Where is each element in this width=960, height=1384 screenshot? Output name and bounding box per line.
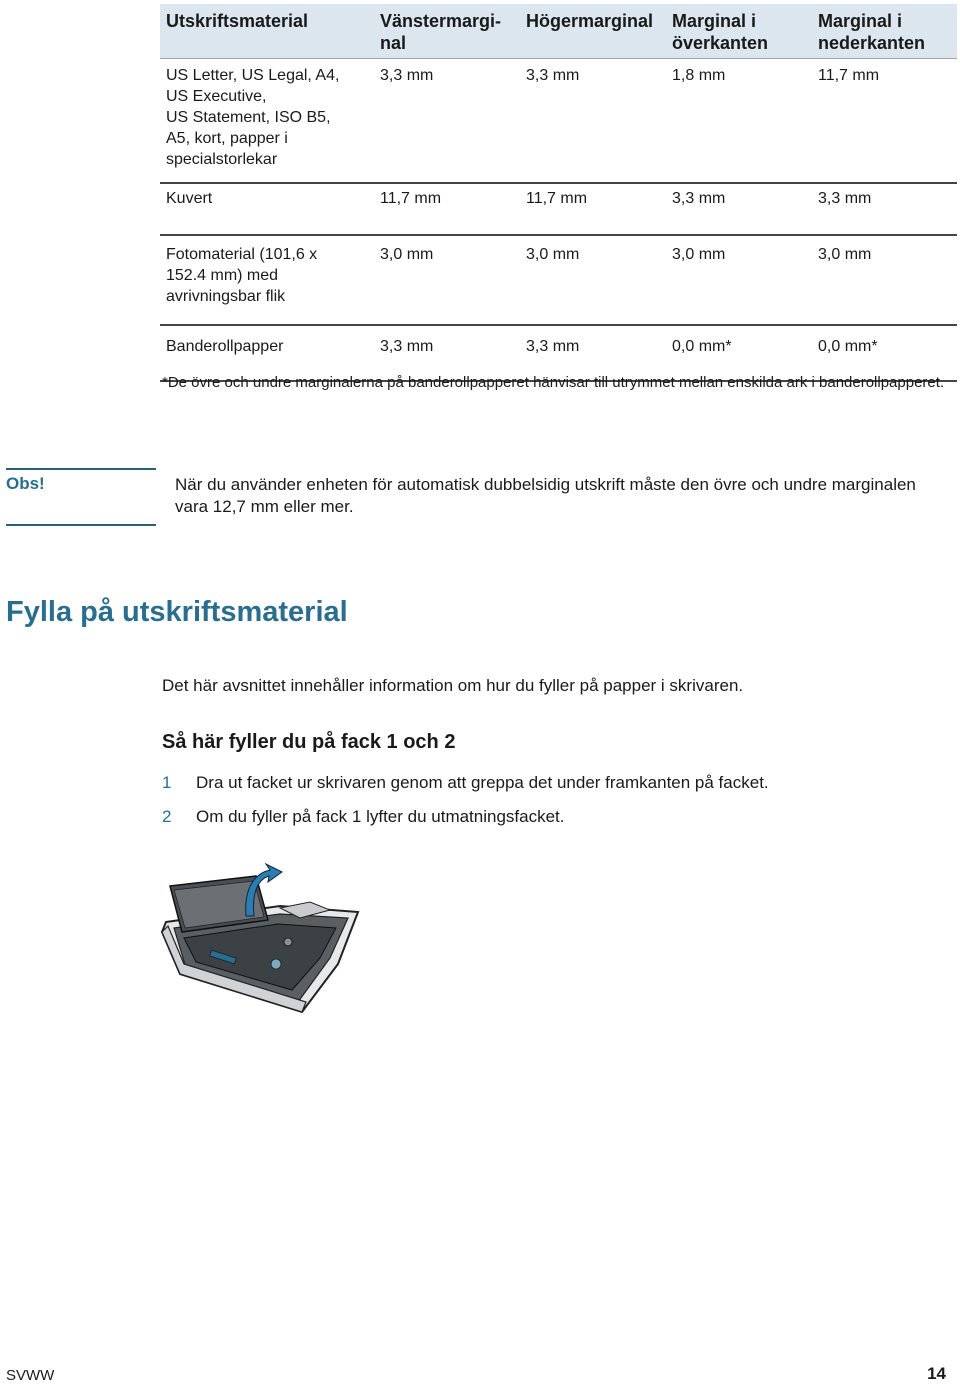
list-item [162, 772, 942, 806]
step-number: 1 [162, 773, 172, 792]
note-top-rule [6, 468, 156, 470]
table-cell: 3,3 mm [812, 183, 957, 235]
margins-table [160, 4, 957, 382]
table-cell: 3,0 mm [812, 235, 957, 325]
table-header-row [160, 4, 957, 59]
table-footnote: *De övre och undre marginalerna på banderollpapperet hänvisar till utrymmet mellan enskilda ark i banderollpapperet. [162, 374, 945, 391]
table-cell: 3,0 mm [374, 235, 520, 325]
table-cell: 3,3 mm [520, 325, 666, 381]
steps-list [162, 772, 942, 840]
table-cell: US Letter, US Legal, A4, US Executive, US Statement, ISO B5, A5, kort, papper i specialstorlekar [160, 59, 374, 184]
step-text: Dra ut facket ur skrivaren genom att greppa det under framkanten på facket. [196, 773, 769, 792]
table-cell: Kuvert [160, 183, 374, 235]
step-number: 2 [162, 807, 172, 826]
col-header-bottom-margin: Marginal i nederkanten [812, 4, 957, 59]
step-text: Om du fyller på fack 1 lyfter du utmatningsfacket. [196, 807, 565, 826]
section-title: Fylla på utskriftsmaterial [6, 596, 348, 628]
table-cell: 0,0 mm* [666, 325, 812, 381]
footer-doc-code: SVWW [6, 1367, 55, 1384]
table-cell: Fotomaterial (101,6 x 152.4 mm) med avrivningsbar flik [160, 235, 374, 325]
note-label: Obs! [6, 474, 45, 493]
table-row [160, 183, 957, 235]
table-cell: 0,0 mm* [812, 325, 957, 381]
note-text: När du använder enheten för automatisk dubbelsidig utskrift måste den övre och undre marginalen vara 12,7 mm eller mer. [175, 475, 916, 516]
table-cell: 1,8 mm [666, 59, 812, 184]
table-cell: 3,3 mm [374, 59, 520, 184]
table-cell: 3,0 mm [666, 235, 812, 325]
note-bottom-rule [6, 524, 156, 526]
page-number: 14 [927, 1364, 946, 1383]
table-cell: 3,0 mm [520, 235, 666, 325]
tray-illustration [160, 862, 365, 1014]
intro-text: Det här avsnittet innehåller information om hur du fyller på papper i skrivaren. [162, 676, 744, 695]
procedure-heading: Så här fyller du på fack 1 och 2 [162, 731, 456, 753]
col-header-right-margin: Högermarginal [520, 4, 666, 59]
table-cell: 3,3 mm [666, 183, 812, 235]
col-header-media: Utskriftsmaterial [160, 4, 374, 59]
list-item [162, 806, 942, 840]
col-header-top-margin: Marginal i överkanten [666, 4, 812, 59]
table-cell: 3,3 mm [374, 325, 520, 381]
table-cell: 11,7 mm [374, 183, 520, 235]
table-row [160, 235, 957, 325]
col-header-left-margin: Vänstermargi- nal [374, 4, 520, 59]
table-cell: 11,7 mm [520, 183, 666, 235]
table-cell: 3,3 mm [520, 59, 666, 184]
table-cell: 11,7 mm [812, 59, 957, 184]
table-cell: Banderollpapper [160, 325, 374, 381]
table-row [160, 59, 957, 184]
